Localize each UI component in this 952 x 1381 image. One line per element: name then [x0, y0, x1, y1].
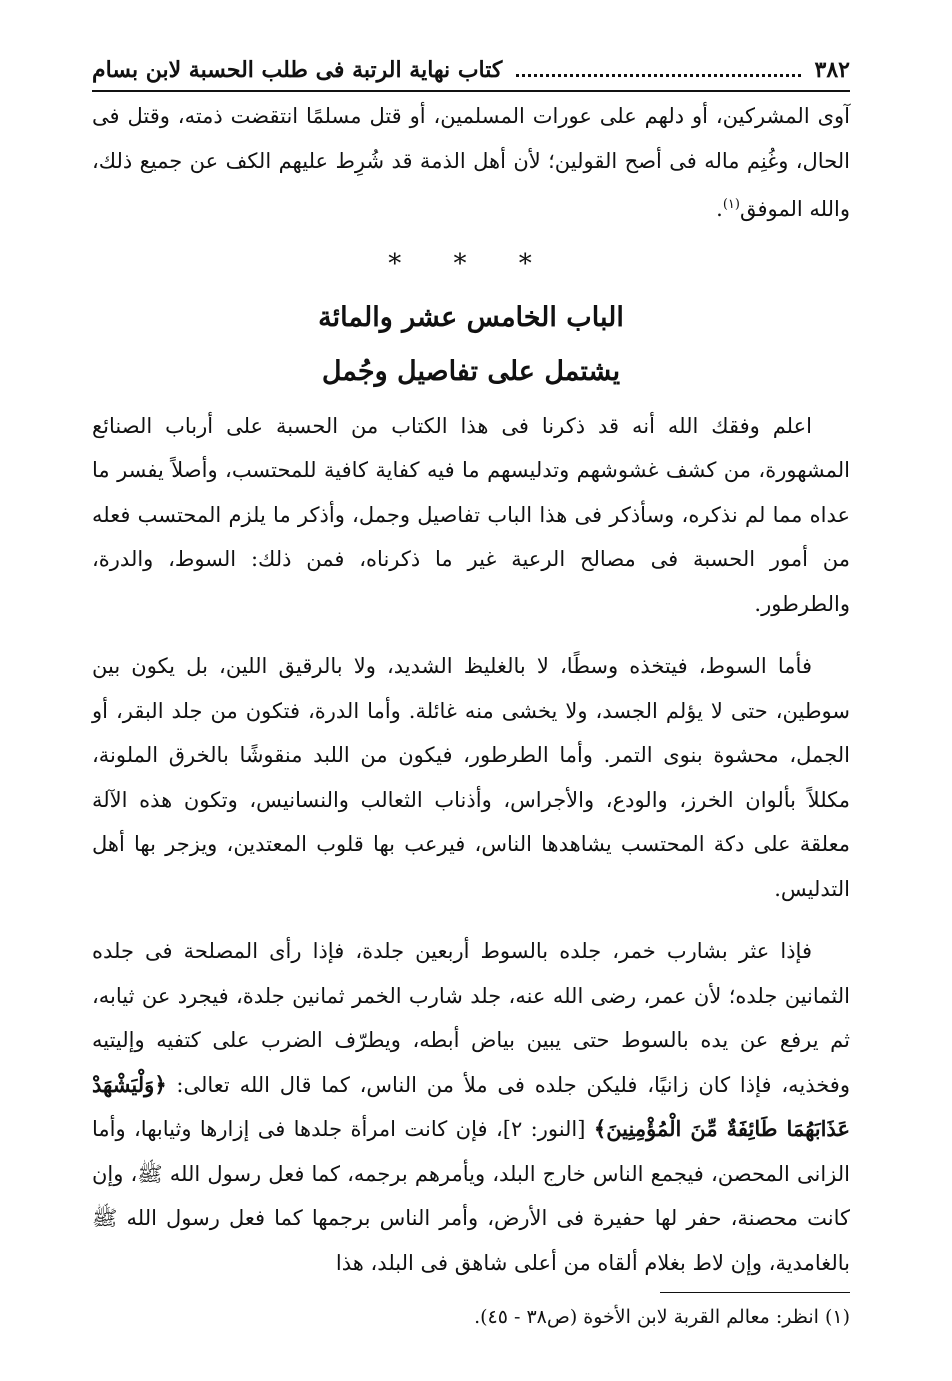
paragraph-gap: [92, 911, 850, 929]
quran-verse: ﴿وَلْيَشْهَدْ عَذَابَهُمَا طَائِفَةٌ مِّنَ الْمُؤْمِنِينَ﴾: [92, 1071, 850, 1141]
paragraph-2: فأما السوط، فيتخذه وسطًا، لا بالغليظ الشديد، ولا بالرقيق اللين، بل يكون بين سوطين، حتى لا يؤلم الجسد، ولا يخشى منه غائلة. وأما الدرة، فتكون من جلد البقر، أو الجمل، محشوة بنوى التمر. وأما الطرطور، فيكون من اللبد منقوشًا بالخرق الملونة، مكللاً بألوان الخرز، والودع، والأجراس، وأذناب الثعالب والنسانيس، وتكون هذه الآلة معلقة على دكة المحتسب يشاهدها الناس، فيرعب بها قلوب المعتدين، ويزجر بها أهل التدليس.: [92, 654, 850, 901]
paragraph-3-text-before: فإذا عثر بشارب خمر، جلده بالسوط أربعين جلدة، فإذا رأى المصلحة فى جلده الثمانين جلده؛ لأن عمر، رضى الله عنه، جلد شارب الخمر ثمانين جلدة، فيجرد عن ثيابه، ثم يرفع عن يده بالسوط حتى يبين بياض أبطه، ويطرّف الضرب على كتفيه وإليتيه وفخذيه، فإذا كان زانيًا، فليكن جلده فى ملأ من الناس، كما قال الله تعالى:: [92, 939, 850, 1097]
page-body: [92, 94, 850, 1285]
opening-paragraph: [92, 94, 850, 232]
footnote-divider: [660, 1292, 850, 1293]
footnote: (١) انظر: معالم القربة لابن الأخوة (ص٣٨ - ٤٥).: [474, 1306, 850, 1328]
paragraph-gap: [92, 626, 850, 644]
opening-period: .: [716, 197, 723, 221]
page-number: ٣٨٢: [814, 57, 850, 83]
paragraph-3: [92, 929, 850, 1285]
chapter-subtitle: يشتمل على تفاصيل وجُمل: [321, 355, 621, 387]
header-dot-leader: [516, 74, 800, 77]
opening-text: آوى المشركين، أو دلهم على عورات المسلمين، أو قتل مسلمًا انتقضت ذمته، وقتل فى الحال، وغُنِم ماله فى أصح القولين؛ لأن أهل الذمة قد شُرِط عليهم الكف عن جميع ذلك، والله الموفق: [92, 104, 850, 221]
chapter-title: الباب الخامس عشر والمائة: [318, 301, 624, 333]
running-header: [92, 50, 850, 92]
footnote-reference: (١): [722, 197, 740, 212]
section-separator: * * *: [388, 248, 554, 279]
book-title: كتاب نهاية الرتبة فى طلب الحسبة لابن بسام: [92, 57, 503, 83]
paragraph-1: اعلم وفقك الله أنه قد ذكرنا فى هذا الكتاب من الحسبة على أرباب الصنائع المشهورة، من كشف غشوشهم وتدليسهم ما فيه كفاية كافية للمحتسب، وأصلاً يفسر ما عداه مما لم نذكره، وسأذكر فى هذا الباب تفاصيل وجمل، وأذكر ما يلزم المحتسب فعله من أمور الحسبة فى مصالح الرعية غير ما ذكرناه، فمن ذلك: السوط، والدرة، والطرطور.: [92, 413, 850, 616]
paragraph-3-text-after: [النور: ٢]، فإن كانت امرأة جلدها فى إزارها وثيابها، وأما الزانى المحصن، فيجمع الناس خارج البلد، ويأمرهم برجمه، كما فعل رسول الله ﷺ، وإن كانت محصنة، حفر لها حفيرة فى الأرض، وأمر الناس برجمها كما فعل رسول الله ﷺ بالغامدية، وإن لاط بغلام ألقاه من أعلى شاهق فى البلد، هذا: [92, 1117, 850, 1275]
